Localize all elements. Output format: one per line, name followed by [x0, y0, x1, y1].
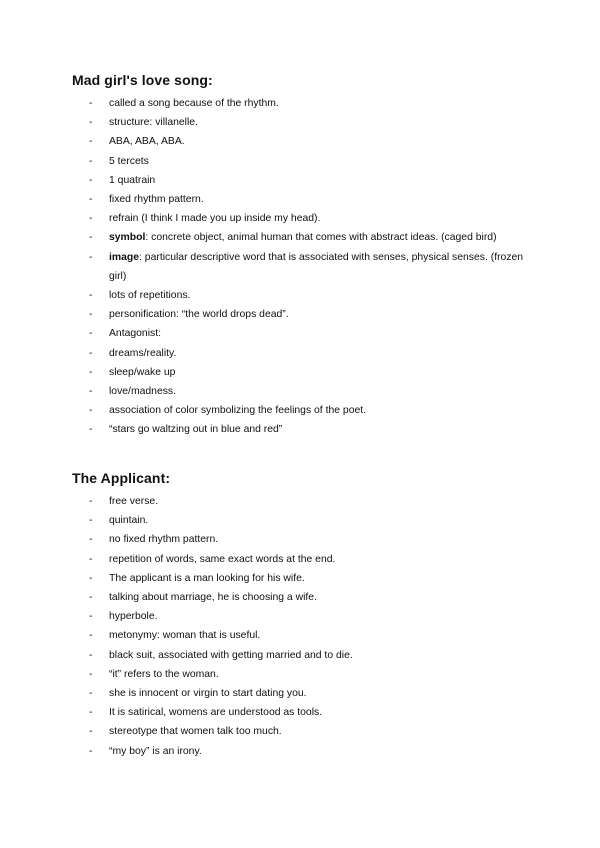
list-item — [72, 646, 542, 665]
list-item — [72, 132, 542, 151]
list-item — [72, 344, 542, 363]
list-item — [72, 324, 542, 343]
list-item — [72, 382, 542, 401]
note-text: ABA, ABA, ABA. — [109, 136, 185, 148]
note-text: The applicant is a man looking for his wife. — [109, 572, 305, 584]
list-item — [72, 190, 542, 209]
bullet-dash: - — [89, 347, 93, 359]
note-text: 5 tercets — [109, 155, 149, 167]
list-item — [72, 209, 542, 228]
list-item — [72, 113, 542, 132]
bullet-dash: - — [89, 592, 93, 604]
bullet-dash: - — [89, 98, 93, 109]
bullet-dash: - — [89, 386, 93, 398]
bullet-dash: - — [89, 213, 93, 225]
list-item — [72, 248, 542, 286]
section-the-applicant — [72, 470, 542, 761]
note-text: love/madness. — [109, 386, 176, 398]
note-text: : concrete object, animal human that comes with abstract ideas. (caged bird) — [145, 232, 497, 244]
list-item — [72, 401, 542, 420]
list-item — [72, 363, 542, 382]
note-text: no fixed rhythm pattern. — [109, 534, 219, 546]
bullet-dash: - — [89, 290, 93, 302]
note-text: fixed rhythm pattern. — [109, 194, 204, 206]
list-item — [72, 152, 542, 171]
notes-list — [72, 492, 542, 761]
bullet-dash: - — [89, 328, 93, 340]
list-item — [72, 530, 542, 549]
bullet-dash: - — [89, 155, 93, 167]
bullet-dash: - — [89, 611, 93, 623]
note-text: “it” refers to the woman. — [109, 668, 219, 680]
notes-list — [72, 94, 542, 440]
list-item — [72, 607, 542, 626]
note-text: hyperbole. — [109, 611, 158, 623]
note-text: Antagonist: — [109, 328, 161, 340]
bullet-dash: - — [89, 745, 93, 757]
bullet-dash: - — [89, 117, 93, 129]
bullet-dash: - — [89, 136, 93, 148]
bullet-dash: - — [89, 534, 93, 546]
list-item — [72, 94, 542, 113]
note-text: lots of repetitions. — [109, 290, 191, 302]
section-heading: Mad girl's love song: — [72, 72, 213, 88]
bullet-dash: - — [89, 688, 93, 700]
bullet-dash: - — [89, 424, 93, 436]
list-item — [72, 305, 542, 324]
note-text: personification: “the world drops dead”. — [109, 309, 289, 321]
bullet-dash: - — [89, 707, 93, 719]
section-mad-girls-love-song — [72, 72, 542, 440]
note-text: repetition of words, same exact words at the end. — [109, 553, 336, 565]
note-text: dreams/reality. — [109, 347, 177, 359]
note-text: sleep/wake up — [109, 366, 176, 378]
note-text: 1 quatrain — [109, 174, 156, 186]
bullet-dash: - — [89, 251, 93, 263]
note-text: : particular descriptive word that is associated with senses, physical senses. (frozen girl) — [109, 251, 524, 282]
bullet-dash: - — [89, 496, 93, 507]
bullet-dash: - — [89, 668, 93, 680]
term-label: image — [109, 251, 140, 263]
list-item — [72, 703, 542, 722]
note-text: “my boy” is an irony. — [109, 745, 202, 757]
note-text: she is innocent or virgin to start dating you. — [109, 688, 307, 700]
bullet-dash: - — [89, 194, 93, 206]
note-text: stereotype that women talk too much. — [109, 726, 282, 738]
bullet-dash: - — [89, 174, 93, 186]
note-text: structure: villanelle. — [109, 117, 198, 129]
list-item — [72, 626, 542, 645]
section-heading: The Applicant: — [72, 470, 171, 486]
bullet-dash: - — [89, 515, 93, 527]
bullet-dash: - — [89, 572, 93, 584]
list-item — [72, 511, 542, 530]
bullet-dash: - — [89, 405, 93, 417]
note-text: refrain (I think I made you up inside my head). — [109, 213, 321, 225]
note-text: called a song because of the rhythm. — [109, 98, 279, 109]
list-item — [72, 722, 542, 741]
bullet-dash: - — [89, 232, 93, 244]
list-item — [72, 588, 542, 607]
note-text: It is satirical, womens are understood as tools. — [109, 707, 323, 719]
list-item — [72, 742, 542, 761]
bullet-dash: - — [89, 630, 93, 642]
list-item — [72, 684, 542, 703]
list-item — [72, 492, 542, 511]
list-item — [72, 665, 542, 684]
bullet-dash: - — [89, 309, 93, 321]
note-text: quintain. — [109, 515, 149, 527]
note-text: association of color symbolizing the feelings of the poet. — [109, 405, 367, 417]
list-item — [72, 550, 542, 569]
bullet-dash: - — [89, 553, 93, 565]
term-label: symbol — [109, 232, 146, 244]
note-text: “stars go waltzing out in blue and red” — [109, 424, 283, 436]
list-item — [72, 171, 542, 190]
note-text: free verse. — [109, 496, 159, 507]
bullet-dash: - — [89, 726, 93, 738]
list-item — [72, 286, 542, 305]
bullet-dash: - — [89, 649, 93, 661]
bullet-dash: - — [89, 366, 93, 378]
note-text: metonymy: woman that is useful. — [109, 630, 261, 642]
note-text: talking about marriage, he is choosing a wife. — [109, 592, 317, 604]
list-item — [72, 228, 542, 247]
list-item — [72, 420, 542, 439]
list-item — [72, 569, 542, 588]
note-text: black suit, associated with getting married and to die. — [109, 649, 353, 661]
